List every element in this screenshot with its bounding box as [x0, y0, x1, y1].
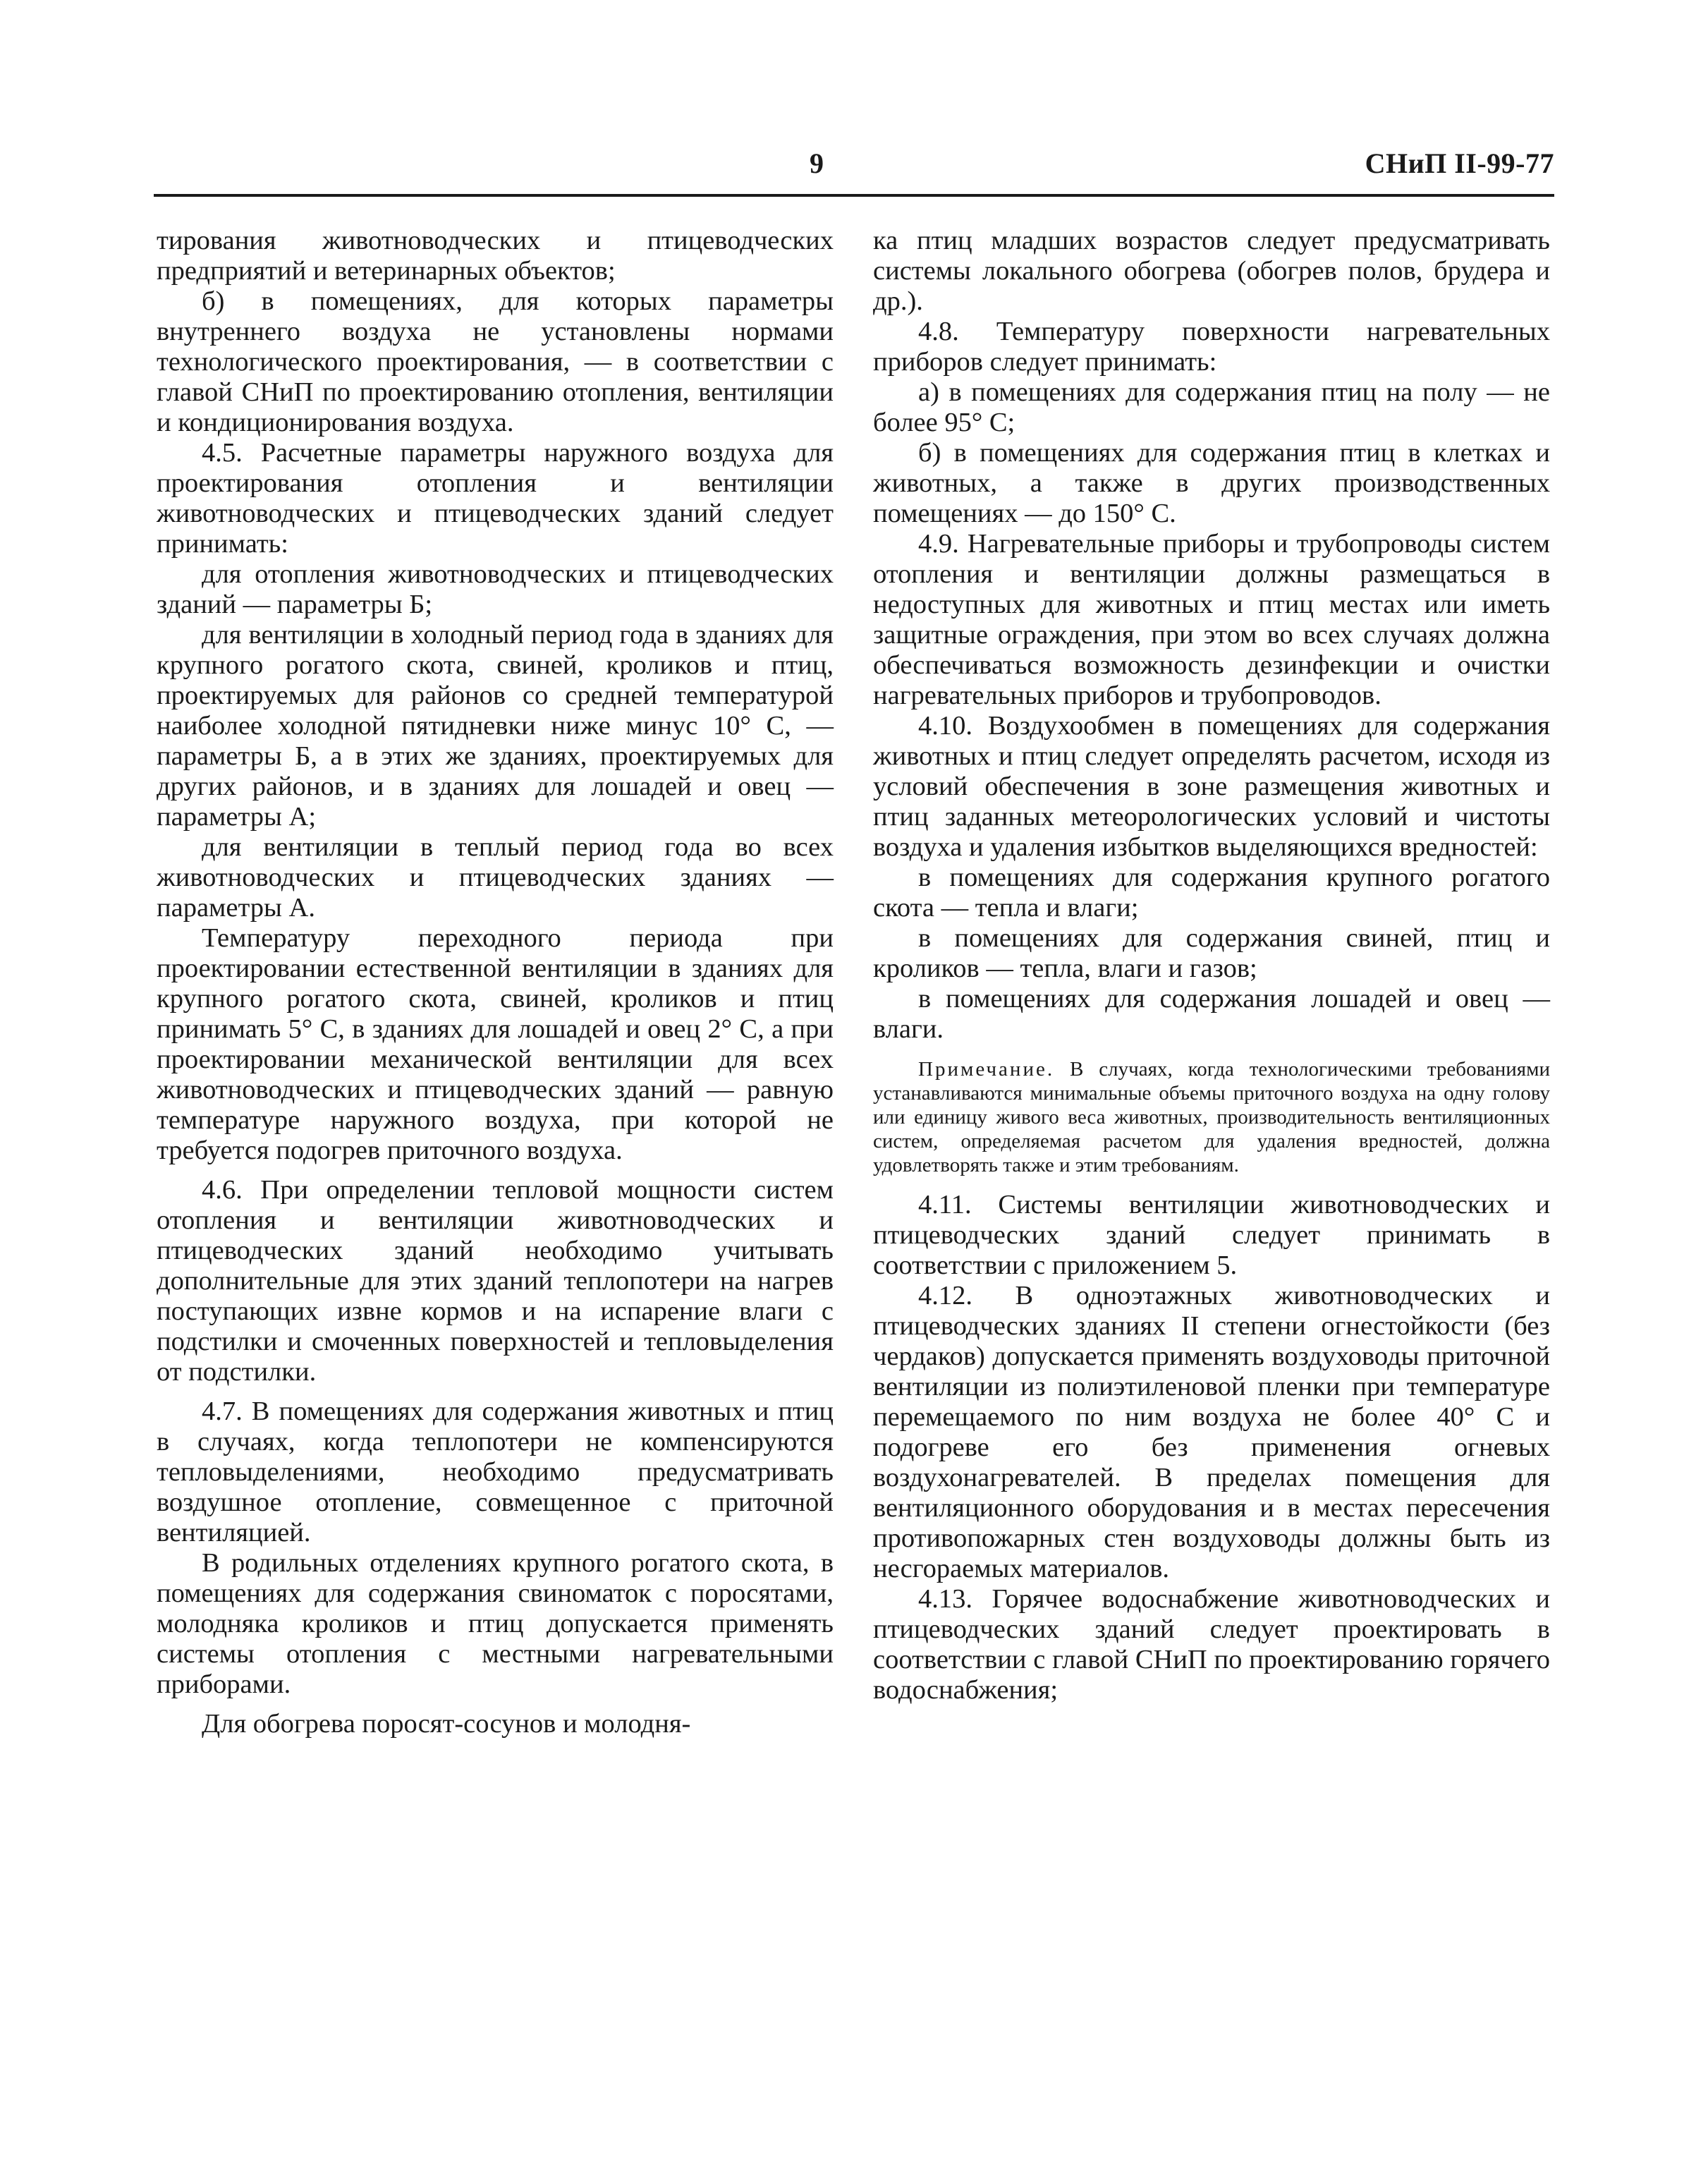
- note-label: Примечание.: [918, 1058, 1055, 1081]
- paragraph: Температуру переходного периода при проектировании естественной вентиляции в зданиях для крупного рогатого скота, свиней, кроликов и птиц принимать 5° С, в зданиях для лошадей и овец 2° С, а при проектировании механической вентиляции для всех животноводческих и птицеводческих зданий — равную температуре наружного воздуха, при которой не требуется подогрев приточного воздуха.: [157, 923, 834, 1165]
- paragraph: 4.10. Воздухообмен в помещениях для содержания животных и птиц следует определять расчетом, исходя из условий обеспечения в зоне размещения животных и птиц заданных метеорологических условий и чистоты воздуха и удаления избытков выделяющихся вредностей:: [873, 711, 1550, 862]
- header-rule: [154, 194, 1554, 197]
- paragraph: а) в помещениях для содержания птиц на полу — не более 95° С;: [873, 377, 1550, 437]
- paragraph: для вентиляции в теплый период года во всех животноводческих и птицеводческих зданиях — параметры А.: [157, 832, 834, 923]
- paragraph: в помещениях для содержания свиней, птиц и кроликов — тепла, влаги и газов;: [873, 923, 1550, 983]
- paragraph: 4.9. Нагревательные приборы и трубопроводы систем отопления и вентиляции должны размещаться в недоступных для животных и птиц местах или иметь защитные ограждения, при этом во всех случаях должна обеспечиваться возможность дезинфекции и очистки нагревательных приборов и трубопроводов.: [873, 529, 1550, 710]
- paragraph: б) в помещениях, для которых параметры внутреннего воздуха не установлены нормами технологического проектирования, — в соответствии с главой СНиП по проектированию отопления, вентиляции и кондиционирования воздуха.: [157, 286, 834, 437]
- paragraph: 4.5. Расчетные параметры наружного воздуха для проектирования отопления и вентиляции животноводческих и птицеводческих зданий следует принимать:: [157, 438, 834, 559]
- paragraph: для вентиляции в холодный период года в зданиях для крупного рогатого скота, свиней, кроликов и птиц, проектируемых для районов со средней температурой наиболее холодной пятидневки ниже минус 10° С, — параметры Б, а в этих же зданиях, проектируемых для других районов, и в зданиях для лошадей и овец — параметры А;: [157, 620, 834, 832]
- paragraph: ка птиц младших возрастов следует предусматривать системы локального обогрева (обогрев полов, брудера и др.).: [873, 226, 1550, 316]
- page-number: 9: [810, 147, 824, 179]
- paragraph: 4.11. Системы вентиляции животноводческих и птицеводческих зданий следует принимать в соответствии с приложением 5.: [873, 1190, 1550, 1280]
- paragraph: Для обогрева поросят-сосунов и молодня-: [202, 1709, 691, 1739]
- paragraph: 4.6. При определении тепловой мощности систем отопления и вентиляции животноводческих и птицеводческих зданий необходимо учитывать дополнительные для этих зданий теплопотери на нагрев поступающих извне кормов и на испарение влаги с подстилки и смоченных поверхностей и тепловыделения от подстилки.: [157, 1175, 834, 1387]
- note: [873, 1057, 1550, 1177]
- note-text: В случаях, когда технологическими требованиями устанавливаются минимальные объемы приточного воздуха на одну голову или единицу живого веса животных, производительность вентиляционных систем, определяемая расчетом для удаления вредностей, должна удовлетворять также и этим требованиям.: [873, 1058, 1550, 1176]
- paragraph: тирования животноводческих и птицеводческих предприятий и ветеринарных объектов;: [157, 226, 834, 286]
- paragraph: В родильных отделениях крупного рогатого скота, в помещениях для содержания свиноматок с поросятами, молодняка кроликов и птиц допускается применять системы отопления с местными нагревательными приборами.: [157, 1548, 834, 1699]
- paragraph: б) в помещениях для содержания птиц в клетках и животных, а также в других производственных помещениях — до 150° С.: [873, 438, 1550, 528]
- paragraph: для отопления животноводческих и птицеводческих зданий — параметры Б;: [157, 559, 834, 619]
- paragraph: в помещениях для содержания крупного рогатого скота — тепла и влаги;: [873, 863, 1550, 923]
- paragraph: в помещениях для содержания лошадей и овец — влаги.: [873, 984, 1550, 1044]
- right-column: [873, 226, 1550, 1705]
- paragraph: 4.7. В помещениях для содержания животных и птиц в случаях, когда теплопотери не компенсируются тепловыделениями, необходимо предусматривать воздушное отопление, совмещенное с приточной вентиляцией.: [157, 1397, 834, 1547]
- document-code: СНиП II-99-77: [1365, 147, 1554, 179]
- left-column: [157, 226, 834, 1739]
- paragraph: 4.13. Горячее водоснабжение животноводческих и птицеводческих зданий следует проектировать в соответствии с главой СНиП по проектированию горячего водоснабжения;: [873, 1584, 1550, 1705]
- paragraph: 4.8. Температуру поверхности нагревательных приборов следует принимать:: [873, 317, 1550, 377]
- paragraph: 4.12. В одноэтажных животноводческих и птицеводческих зданиях II степени огнестойкости (без чердаков) допускается применять воздуховоды приточной вентиляции из полиэтиленовой пленки при температуре перемещаемого по ним воздуха не более 40° С и подогреве его без применения огневых воздухонагревателей. В пределах помещения для вентиляционного оборудования и в местах пересечения противопожарных стен воздуховоды должны быть из несгораемых материалов.: [873, 1281, 1550, 1583]
